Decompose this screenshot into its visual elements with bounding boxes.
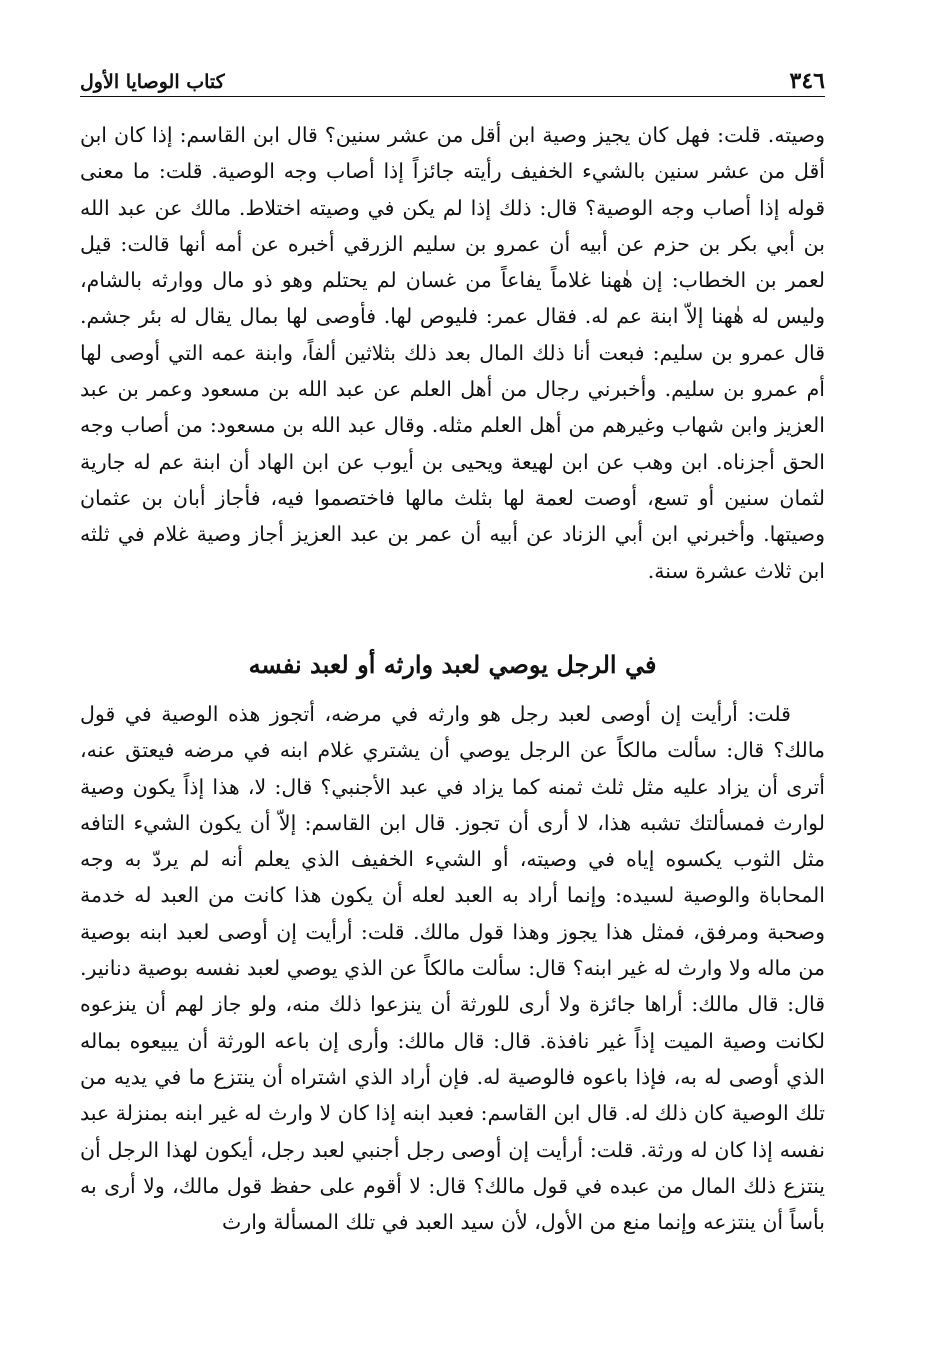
section-heading: في الرجل يوصي لعبد وارثه أو لعبد نفسه [248, 650, 657, 679]
page-number: ٣٤٦ [789, 68, 825, 94]
paragraph: وصيته. قلت: فهل كان يجيز وصية ابن أقل من عشر سنين؟ قال ابن القاسم: إذا كان ابن أقل من عشر سنين بالشيء الخفيف رأيته جائزاً إذا أصاب وجه الوصية. قلت: ما معنى قوله إذا أصاب وجه الوصية؟ قال: ذلك إذا لم يكن في وصيته اختلاط. مالك عن عبد الله بن أبي بكر بن حزم عن أبيه أن عمرو بن سليم الزرقي أخبره عن أمه أنها قالت: قيل لعمر بن الخطاب: إن هٰهنا غلاماً يفاعاً من غسان لم يحتلم وهو ذو مال ووارثه بالشام، وليس له هٰهنا إلاّ ابنة عم له. فقال عمر: فليوص لها. فأوصى لها بمال يقال له بئر جشم. قال عمرو بن سليم: فبعت أنا ذلك المال بعد ذلك بثلاثين ألفاً، وابنة عمه التي أوصى لها أم عمرو بن سليم. وأخبرني رجال من أهل العلم عن عبد الله بن مسعود وعمر بن عبد العزيز وابن شهاب وغيرهم من أهل العلم مثله. وقال عبد الله بن مسعود: من أصاب وجه الحق أجزناه. ابن وهب عن ابن لهيعة ويحيى بن أيوب عن ابن الهاد أن ابنة عم له جارية لثمان سنين أو تسع، أوصت لعمة لها بثلث مالها فاختصموا فيه، فأجاز أبان بن عثمان وصيتها. وأخبرني ابن أبي الزناد عن أبيه أن عمر بن عبد العزيز أجاز وصية غلام في ثلثه ابن ثلاث عشرة سنة. [80, 123, 825, 583]
paragraph: قلت: أرأيت إن أوصى لعبد رجل هو وارثه في مرضه، أتجوز هذه الوصية في قول مالك؟ قال: سألت مالكاً عن الرجل يوصي أن يشتري غلام ابنه في مرضه فيعتق عنه، أترى أن يزاد عليه مثل ثلث ثمنه كما يزاد في عبد الأجنبي؟ قال: لا، هذا إذاً يكون وصية لوارث فمسألتك تشبه هذا، لا أرى أن تجوز. قال ابن القاسم: إلاّ أن يكون الشيء التافه مثل الثوب يكسوه إياه في وصيته، أو الشيء الخفيف الذي يعلم أنه لم يردّ به وجه المحاباة والوصية لسيده: وإنما أراد به العبد لعله أن يكون هذا كانت من العبد له خدمة وصحبة ومرفق، فمثل هذا يجوز وهذا قول مالك. قلت: أرأيت إن أوصى لعبد ابنه بوصية من ماله ولا وارث له غير ابنه؟ قال: سألت مالكاً عن الذي يوصي لعبد نفسه بوصية دنانير. قال: قال مالك: أراها جائزة ولا أرى للورثة أن ينزعوا ذلك منه، ولو جاز لهم أن ينزعوه لكانت وصية الميت إذاً غير نافذة. قال: قال مالك: وأرى إن باعه الورثة أن يبيعوه بماله الذي أوصى له به، فإذا باعوه فالوصية له. فإن أراد الذي اشتراه أن ينتزع ما في يديه من تلك الوصية كان ذلك له. قال ابن القاسم: فعبد ابنه إذا كان لا وارث له غير ابنه بمنزلة عبد نفسه إذا كان له ورثة. قلت: أرأيت إن أوصى رجل أجنبي لعبد رجل، أيكون لهذا الرجل أن ينتزع ذلك المال من عبده في قول مالك؟ قال: لا أقوم على حفظ قول مالك، ولا أرى به بأساً أن ينتزعه وإنما منع من الأول، لأن سيد العبد في تلك المسألة وارث [80, 702, 825, 1235]
book-title: كتاب الوصايا الأول [80, 71, 225, 93]
body-text-bottom [80, 696, 825, 1240]
running-header [80, 52, 825, 97]
body-text-top [80, 117, 825, 589]
